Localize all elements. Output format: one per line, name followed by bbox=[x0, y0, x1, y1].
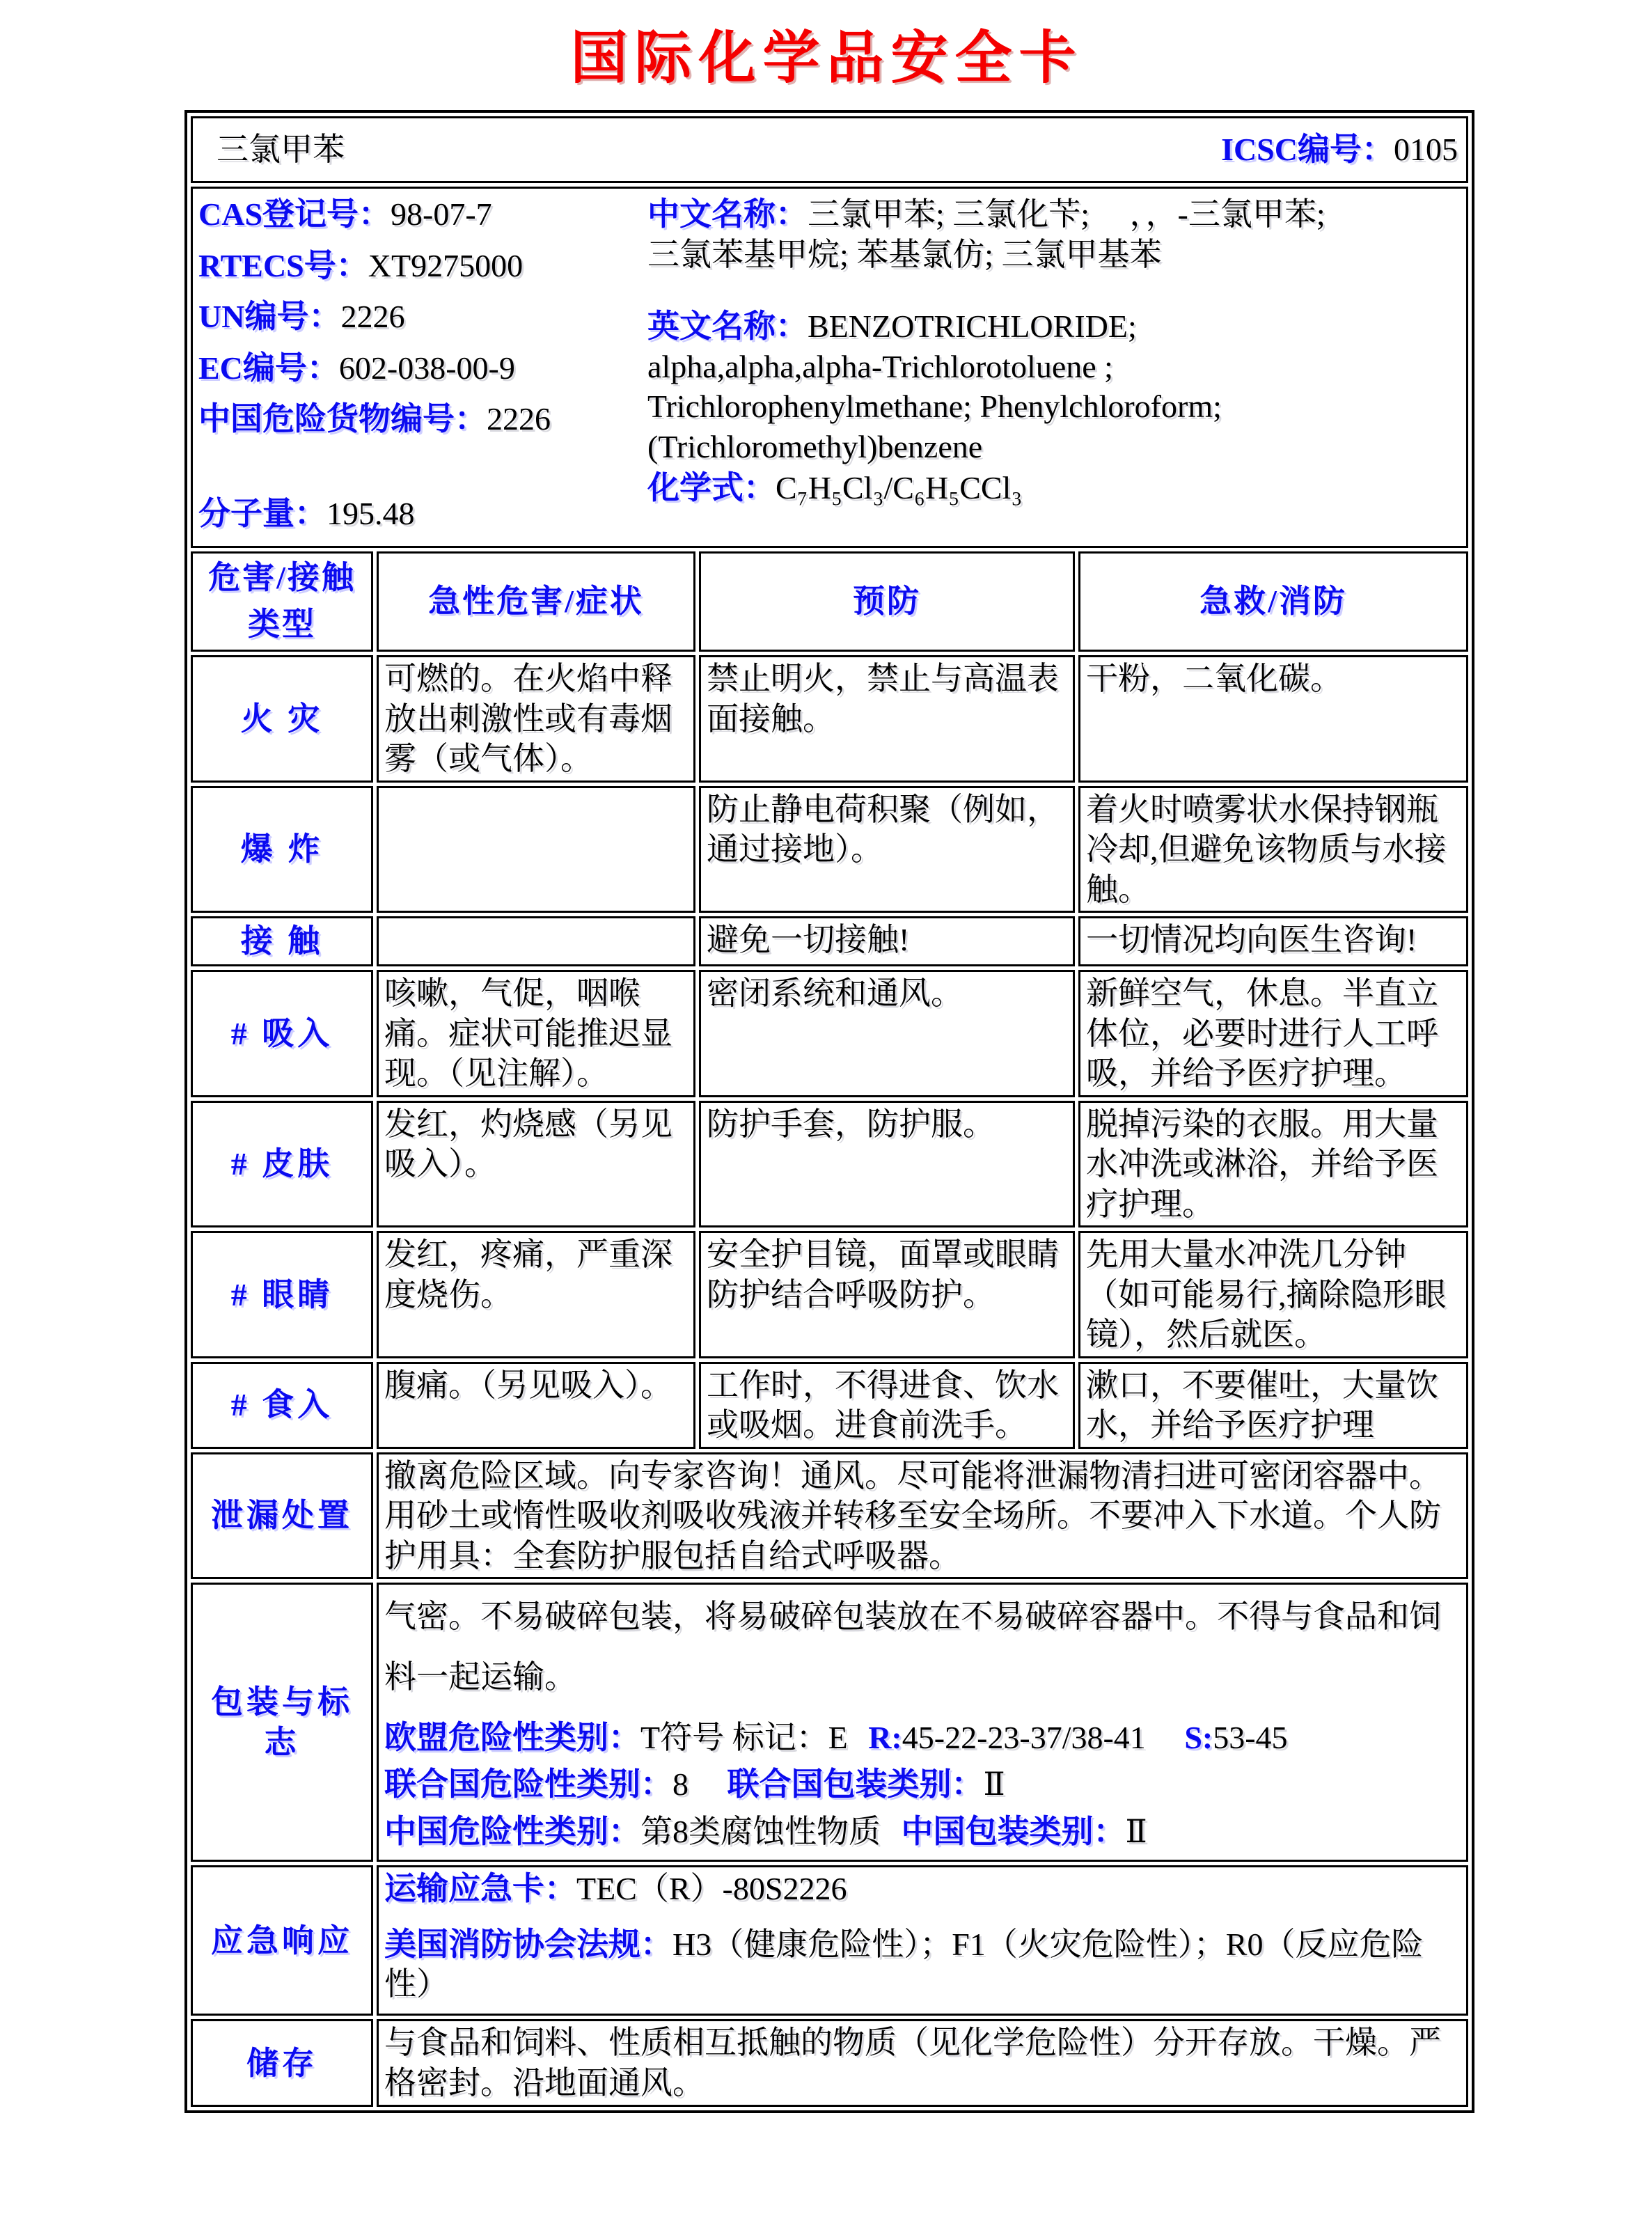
identifiers-block bbox=[198, 190, 647, 544]
emergency-response-cell bbox=[377, 1865, 1468, 2016]
un-label: UN编号： bbox=[198, 299, 341, 334]
header-acute-symptoms: 急性危害/症状 bbox=[377, 551, 695, 652]
header-prevention: 预防 bbox=[699, 551, 1075, 652]
un-hazard-class-value: 8 bbox=[672, 1766, 689, 1803]
contact-symptoms-cell bbox=[377, 916, 695, 966]
eu-hazard-class-value: T符号 标记：E bbox=[640, 1719, 848, 1755]
ingestion-symptoms-cell: 腹痛。（另见吸入）。 bbox=[377, 1362, 695, 1449]
hazard-row-eyes bbox=[191, 1231, 1468, 1358]
ec-label: EC编号： bbox=[198, 350, 339, 386]
explosion-response-cell: 着火时喷雾状水保持钢瓶冷却,但避免该物质与水接触。 bbox=[1078, 786, 1468, 913]
nfpa-code-label: 美国消防协会法规： bbox=[384, 1926, 672, 1962]
chinese-names bbox=[647, 194, 1461, 274]
cas-label: CAS登记号： bbox=[198, 196, 391, 232]
china-class-line bbox=[384, 1812, 1461, 1852]
ec-value: 602-038-00-9 bbox=[338, 350, 515, 386]
hazard-row-contact bbox=[191, 916, 1468, 966]
english-names-line3: Trichlorophenylmethane; Phenylchloroform; bbox=[647, 389, 1222, 424]
emergency-response-row bbox=[191, 1865, 1468, 2016]
transport-emergency-card-label: 运输应急卡： bbox=[384, 1871, 576, 1907]
icsc-number-group bbox=[1221, 130, 1461, 170]
explosion-symptoms-cell bbox=[377, 786, 695, 913]
explosion-prevention-cell: 防止静电荷积聚（例如，通过接地）。 bbox=[699, 786, 1075, 913]
packaging-labelling-row bbox=[191, 1583, 1468, 1862]
hazard-row-fire bbox=[191, 655, 1468, 783]
fire-response-cell: 干粉，二氧化碳。 bbox=[1078, 655, 1468, 783]
icsc-number-label: ICSC编号： bbox=[1221, 132, 1394, 168]
contact-label: 接 触 bbox=[191, 916, 373, 966]
ec-number-line bbox=[198, 348, 647, 389]
storage-text-cell: 与食品和饲料、性质相互抵触的物质（见化学危险性）分开存放。干燥。严格密封。沿地面通风。 bbox=[377, 2019, 1468, 2107]
molecular-weight-line bbox=[198, 494, 647, 534]
substance-header-cell bbox=[191, 116, 1468, 183]
un-number-line bbox=[198, 297, 647, 337]
un-value: 2226 bbox=[340, 299, 405, 334]
hazard-row-ingestion bbox=[191, 1362, 1468, 1449]
chemical-formula-label: 化学式： bbox=[647, 470, 776, 505]
china-packing-group-value: Ⅱ bbox=[1125, 1813, 1147, 1849]
hazard-row-inhalation bbox=[191, 970, 1468, 1097]
spill-disposal-label: 泄漏处置 bbox=[191, 1452, 373, 1580]
english-names bbox=[647, 306, 1461, 466]
skin-response-cell: 脱掉污染的衣服。用大量水冲洗或淋浴，并给予医疗护理。 bbox=[1078, 1101, 1468, 1228]
nfpa-code-line bbox=[384, 1924, 1461, 2005]
page-title: 国际化学品安全卡 bbox=[570, 26, 1083, 90]
storage-label: 储存 bbox=[191, 2019, 373, 2107]
substance-name: 三氯甲苯 bbox=[217, 132, 345, 168]
china-dg-value: 2226 bbox=[487, 401, 551, 437]
packaging-labelling-label: 包装与标志 bbox=[191, 1583, 373, 1862]
nfpa-code-value: H3（健康危险性）；F1（火灾危险性）；R0（反应危险性） bbox=[384, 1926, 1424, 2002]
eu-hazard-class-line bbox=[384, 1718, 1461, 1758]
header-first-aid-fire: 急救/消防 bbox=[1078, 551, 1468, 652]
r-phrases-label: R: bbox=[868, 1719, 902, 1755]
inhalation-symptoms-cell: 咳嗽，气促，咽喉痛。症状可能推迟显现。（见注解）。 bbox=[377, 970, 695, 1097]
chinese-names-line1: 三氯甲苯; 三氯化苄; ，，-三氯甲苯; bbox=[808, 196, 1325, 232]
china-hazard-class-label: 中国危险性类别： bbox=[384, 1813, 640, 1849]
spill-disposal-text-cell: 撤离危险区域。向专家咨询！通风。尽可能将泄漏物清扫进可密闭容器中。用砂土或惰性吸收剂吸收残液并转移至安全场所。不要冲入下水道。个人防护用具：全套防护服包括自给式呼吸器。 bbox=[377, 1452, 1468, 1580]
fire-prevention-cell: 禁止明火，禁止与高温表面接触。 bbox=[699, 655, 1075, 783]
english-names-line2: alpha,alpha,alpha-Trichlorotoluene ; bbox=[647, 348, 1113, 384]
un-hazard-class-label: 联合国危险性类别： bbox=[384, 1766, 672, 1803]
rtecs-number-line bbox=[198, 246, 647, 286]
ingestion-label: # 食入 bbox=[191, 1362, 373, 1449]
china-dg-label: 中国危险货物编号： bbox=[198, 401, 487, 437]
eyes-response-cell: 先用大量水冲洗几分钟（如可能易行,摘除隐形眼镜），然后就医。 bbox=[1078, 1231, 1468, 1358]
packaging-intro-text: 气密。不易破碎包装，将易破碎包装放在不易破碎容器中。不得与食品和饲料一起运输。 bbox=[384, 1599, 1441, 1695]
names-block bbox=[647, 190, 1461, 544]
cas-value: 98-07-7 bbox=[391, 196, 492, 232]
eyes-prevention-cell: 安全护目镜，面罩或眼睛防护结合呼吸防护。 bbox=[699, 1231, 1075, 1358]
china-hazard-class-value: 第8类腐蚀性物质 bbox=[640, 1813, 881, 1849]
icsc-number-value: 0105 bbox=[1394, 132, 1458, 168]
chinese-names-label: 中文名称： bbox=[647, 196, 808, 232]
molecular-weight-value: 195.48 bbox=[327, 495, 415, 531]
contact-response-cell: 一切情况均向医生咨询! bbox=[1078, 916, 1468, 966]
contact-prevention-cell: 避免一切接触! bbox=[699, 916, 1075, 966]
identification-cell bbox=[191, 187, 1468, 548]
skin-label: # 皮肤 bbox=[191, 1101, 373, 1228]
inhalation-label: # 吸入 bbox=[191, 970, 373, 1097]
substance-header-row bbox=[191, 116, 1468, 183]
s-phrases-value: 53-45 bbox=[1213, 1719, 1288, 1755]
un-class-line bbox=[384, 1764, 1461, 1805]
emergency-response-label: 应急响应 bbox=[191, 1865, 373, 2016]
storage-row bbox=[191, 2019, 1468, 2107]
rtecs-value: XT9275000 bbox=[368, 247, 524, 283]
english-names-line1: BENZOTRICHLORIDE; bbox=[808, 308, 1137, 344]
rtecs-label: RTECS号： bbox=[198, 247, 368, 283]
icsc-card-table bbox=[184, 110, 1474, 2113]
eyes-symptoms-cell: 发红，疼痛，严重深度烧伤。 bbox=[377, 1231, 695, 1358]
molecular-weight-label: 分子量： bbox=[198, 495, 327, 531]
spill-disposal-row bbox=[191, 1452, 1468, 1580]
chemical-formula-value: C₇H₅Cl₃/C₆H₅CCl₃ bbox=[776, 470, 1023, 505]
chemical-formula bbox=[647, 468, 1461, 508]
r-phrases-value: 45-22-23-37/38-41 bbox=[902, 1719, 1146, 1755]
inhalation-response-cell: 新鲜空气，休息。半直立体位，必要时进行人工呼吸，并给予医疗护理。 bbox=[1078, 970, 1468, 1097]
inhalation-prevention-cell: 密闭系统和通风。 bbox=[699, 970, 1075, 1097]
eu-hazard-class-label: 欧盟危险性类别： bbox=[384, 1719, 640, 1755]
packaging-labelling-cell bbox=[377, 1583, 1468, 1862]
hazard-table-header-row bbox=[191, 551, 1468, 652]
eyes-label: # 眼睛 bbox=[191, 1231, 373, 1358]
china-packing-group-label: 中国包装类别： bbox=[901, 1813, 1126, 1849]
header-hazard-type: 危害/接触类型 bbox=[191, 551, 373, 652]
s-phrases-label: S: bbox=[1184, 1719, 1213, 1755]
fire-symptoms-cell: 可燃的。在火焰中释放出刺激性或有毒烟雾（或气体）。 bbox=[377, 655, 695, 783]
hazard-row-explosion bbox=[191, 786, 1468, 913]
hazard-row-skin bbox=[191, 1101, 1468, 1228]
fire-label: 火 灾 bbox=[191, 655, 373, 783]
english-names-line4: (Trichloromethyl)benzene bbox=[647, 428, 983, 464]
un-packing-group-label: 联合国包装类别： bbox=[727, 1766, 984, 1803]
skin-symptoms-cell: 发红，灼烧感（另见吸入）。 bbox=[377, 1101, 695, 1228]
explosion-label: 爆 炸 bbox=[191, 786, 373, 913]
ingestion-response-cell: 漱口，不要催吐，大量饮水，并给予医疗护理 bbox=[1078, 1362, 1468, 1449]
un-packing-group-value: Ⅱ bbox=[983, 1766, 1005, 1803]
skin-prevention-cell: 防护手套，防护服。 bbox=[699, 1101, 1075, 1228]
english-names-label: 英文名称： bbox=[647, 308, 808, 344]
china-dg-number-line bbox=[198, 399, 647, 439]
transport-emergency-card-value: TEC（R）-80S2226 bbox=[576, 1871, 847, 1907]
transport-emergency-card-line bbox=[384, 1869, 1461, 1909]
identification-row bbox=[191, 187, 1468, 548]
cas-number-line bbox=[198, 194, 647, 235]
chinese-names-line2: 三氯苯基甲烷; 苯基氯仿; 三氯甲基苯 bbox=[647, 236, 1162, 272]
ingestion-prevention-cell: 工作时，不得进食、饮水或吸烟。进食前洗手。 bbox=[699, 1362, 1075, 1449]
